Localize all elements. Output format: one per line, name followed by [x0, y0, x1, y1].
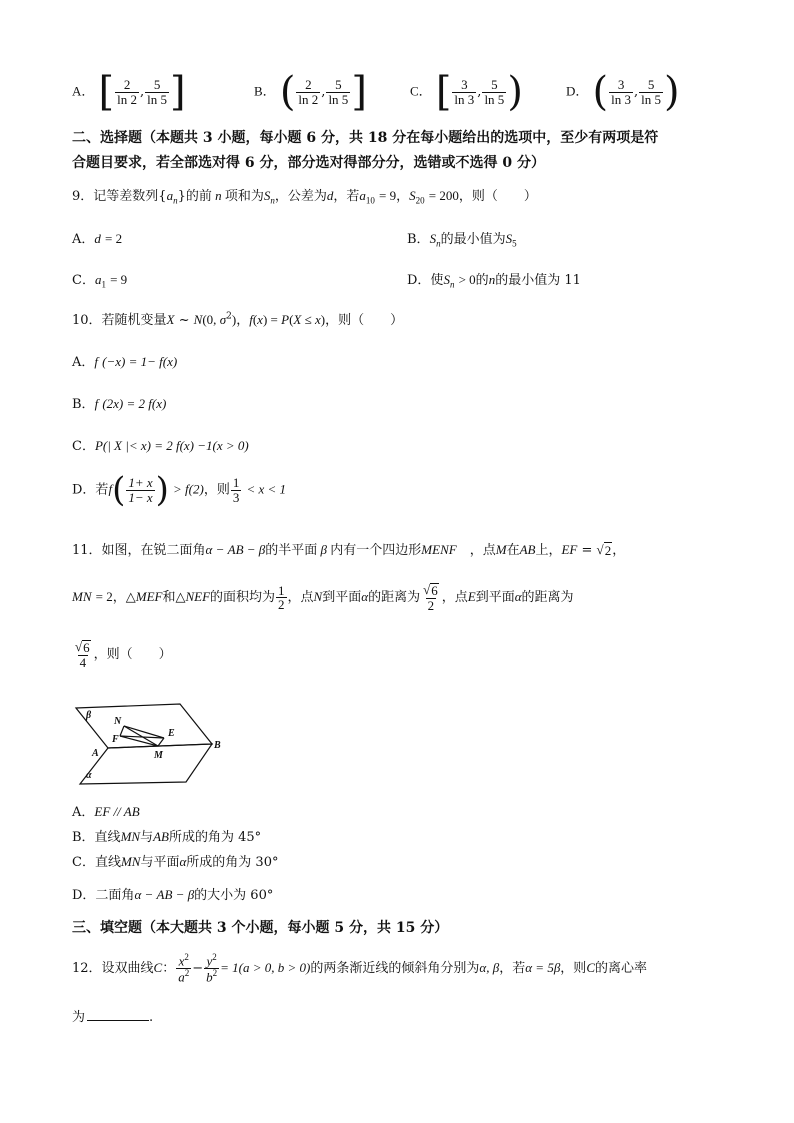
- label-alpha: α: [86, 770, 92, 781]
- q11-stem-line1: 11．如图，在锐二面角α − AB − β的半平面 β 内有一个四边形MENF ，点M在AB上，EF = √ 2 ，: [72, 542, 626, 558]
- label-n: N: [114, 716, 122, 727]
- label-m: M: [154, 750, 163, 761]
- label-e: E: [168, 728, 175, 739]
- q11-option-c: C．直线MN与平面α所成的角为 30°: [72, 854, 279, 870]
- label-beta: β: [86, 710, 92, 721]
- q11-option-b: B．直线MN与AB所成的角为 45°: [72, 829, 262, 845]
- label-f: F: [112, 734, 119, 745]
- q9-stem: 9．记等差数列$\{a_n\}$的前 n 项和为$S_n$，公差为d，若$a_{10} = 9$，$S_{20} = 200$，则（ ）: [72, 188, 537, 206]
- q12-stem-line2: 为 .: [72, 1010, 154, 1025]
- q12-stem-line1: 12．设双曲线C： $\frac{x^2}{a^2}$ − $\frac{y^2}{b^2}$ = 1(a > 0, b > 0)的两条渐近线的倾斜角分别为α, β，若α = 5β，则C的离心率: [72, 952, 647, 985]
- q10-option-d: D．若f( $\frac{1+ x}{1- x}$ ) > f(2)，则 $\frac{1}{3}$ < x < 1: [72, 470, 287, 510]
- section2-line2: 合题目要求，若全部选对得 6 分，部分选对得部分分，选错或不选得 0 分）: [72, 155, 545, 171]
- q10-option-b: B．f (2x) = 2 f(x): [72, 396, 167, 412]
- q10-option-a: A．f (−x) = 1− f(x): [72, 354, 178, 370]
- q9-option-a: A．d = 2: [72, 231, 123, 247]
- q8-option-d: D． ( $\frac{3}{\ln 3}$ , $\frac{5}{\ln 5}$ ): [566, 69, 680, 115]
- q11-stem-line2: MN = 2，△MEF和△NEF的面积均为 $\frac{1}{2}$ ，点N到平面α的距离为 √ 6 2 ，点E到平面α的距离为: [72, 582, 574, 613]
- plane-alpha: [80, 744, 212, 784]
- q9-option-b: B．$S_n$的最小值为$S_5$: [407, 231, 517, 249]
- q8-option-c: C． [ $\frac{3}{\ln 3}$ , $\frac{5}{\ln 5}$ ): [410, 69, 523, 115]
- q11-stem-line3: √ 6 4 ，则（ ）: [75, 639, 172, 670]
- q8-option-b: B． ( $\frac{2}{\ln 2}$ , $\frac{5}{\ln 5}$ ]: [254, 69, 367, 115]
- edge-nf: [120, 726, 124, 736]
- q9-option-d: D．使$S_n > 0$的n的最小值为 11: [407, 272, 581, 290]
- answer-blank[interactable]: [87, 1008, 149, 1021]
- q10-stem: 10．若随机变量X ~ N(0, $\sigma^2$)，f(x) = P(X ≤ x)，则（ ）: [72, 311, 404, 328]
- section2-line1: 二、选择题（本题共 3 小题，每小题 6 分，共 18 分在每小题给出的选项中，至少有两项是符: [72, 130, 659, 146]
- section3-title: 三、填空题（本大题共 3 个小题，每小题 5 分，共 15 分）: [72, 920, 449, 936]
- q11-option-a: A．EF // AB: [72, 804, 140, 820]
- dihedral-angle-figure: [72, 700, 232, 786]
- q8-option-a: A． [ $\frac{2}{\ln 2}$ , $\frac{5}{\ln 5}$ ]: [72, 69, 186, 115]
- edge-em: [158, 738, 164, 746]
- label-a: A: [92, 748, 99, 759]
- q9-option-c: C．$a_1 = 9$: [72, 272, 128, 290]
- q10-option-c: C．P(| X |< x) = 2 f(x) −1(x > 0): [72, 438, 249, 454]
- q11-option-d: D．二面角α − AB − β的大小为 60°: [72, 887, 274, 903]
- plane-beta: [76, 704, 212, 748]
- label-b: B: [214, 740, 221, 751]
